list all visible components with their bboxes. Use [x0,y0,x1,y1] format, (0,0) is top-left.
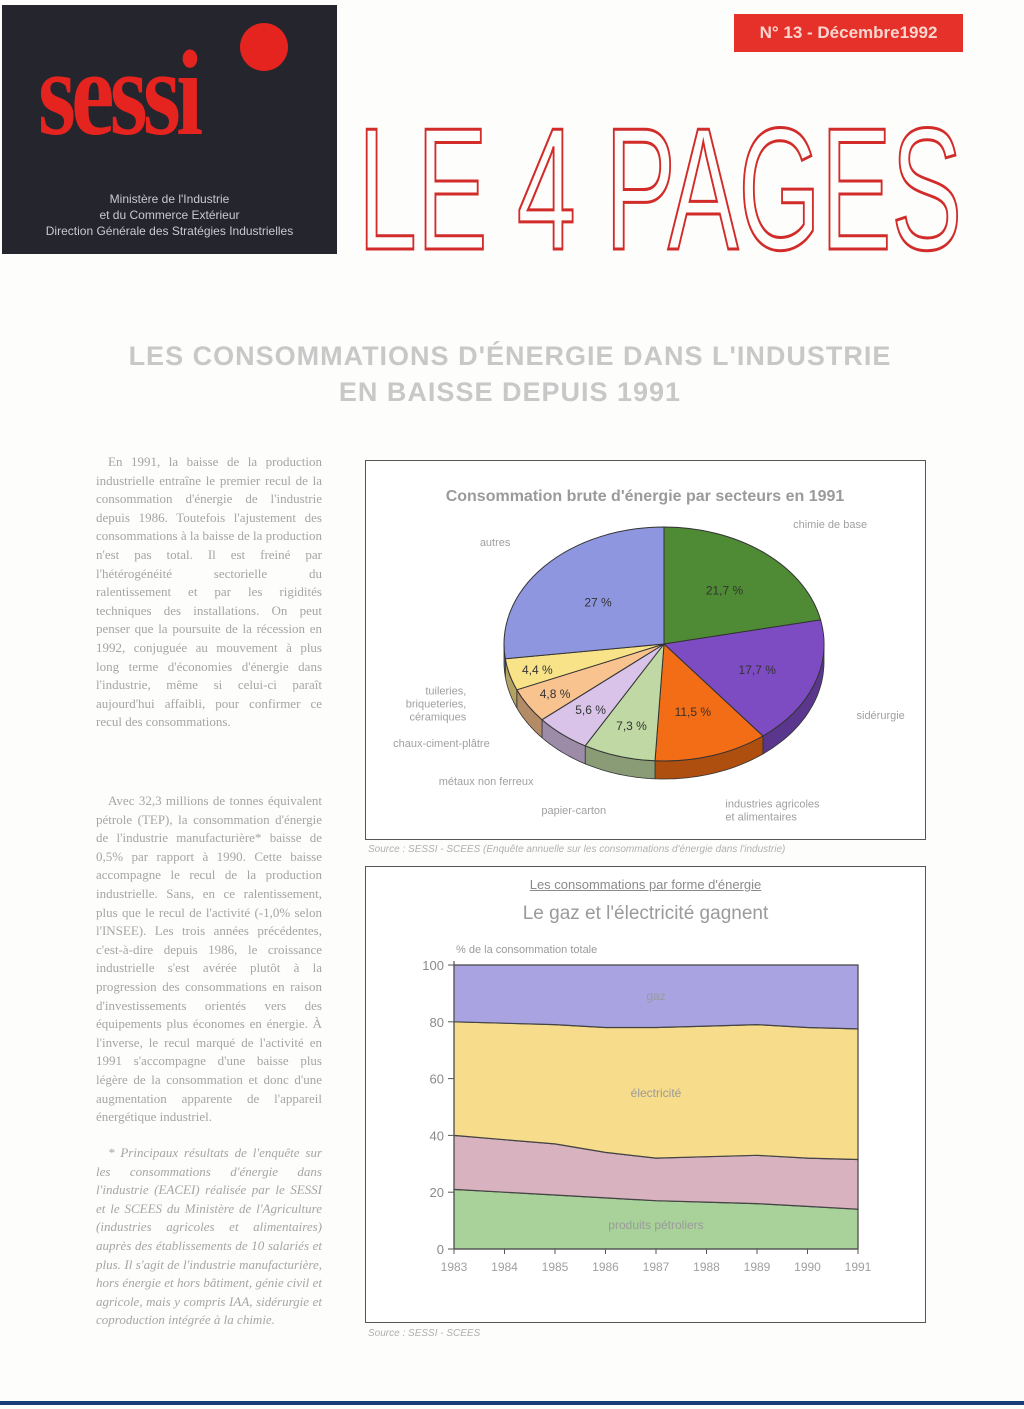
area-chart-source: Source : SESSI - SCEES [368,1328,481,1339]
pie-value-label: 5,6 % [575,702,606,717]
pie-category-label: chimie de base [793,519,868,532]
pie-value-label: 7,3 % [616,718,647,733]
publication-title [356,117,966,257]
area-series-label: gaz [646,989,666,1004]
footnote: * Principaux résultats de l'enquête sur les consommations d'énergie dans l'industrie (EACEI) réalisée par le SESSI et le SCEES du Ministère de l'Agriculture (industries agricoles et alimentaires) auprès des établissements de 10 salariés et plus. Il s'agit de l'industrie manufacturière, hors énergie et hors bâtiment, génie civil et agricole, mais y compris IAA, sidérurgie et coproduction intégrée à la chimie. [96,1145,322,1328]
pie-value-label: 21,7 % [705,583,744,598]
area-chart-frame [365,866,926,1323]
area-series-label: électricité [630,1085,682,1100]
pie-chart-source: Source : SESSI - SCEES (Enquête annuelle sur les consommations d'énergie dans l'industrie) [368,844,786,855]
pie-slice [504,527,664,659]
pie-value-label: 17,7 % [738,662,776,677]
headline-line: LES CONSOMMATIONS D'ÉNERGIE DANS L'INDUSTRIE [128,341,892,371]
headline [60,338,960,410]
logo-wordmark: sessi [38,26,199,161]
x-tick-label: 1984 [491,1260,518,1274]
intro-paragraph: En 1991, la baisse de la production industrielle entraîne le premier recul de la consommation d'énergie de l'industrie depuis 1986. Toutefois l'ajustement des consommations à la baisse de la production n'est pas total. Il est freiné par l'hétérogénéité sectorielle du ralentissement et par les rigidités techniques des installations. On peut penser que la poursuite de la récession en 1992, conjuguée au mouvement à plus long terme d'économies d'énergie dans l'industrie, même si celui-ci paraît aujourd'hui affaibli, pour confirmer ce recul des consommations. [96,454,323,730]
bottom-rule [0,1401,1024,1405]
pie-chart-frame [365,460,926,840]
y-tick-label: 20 [429,1185,444,1201]
area-chart-title: Le gaz et l'électricité gagnent [522,903,769,924]
pie-category-label: tuileries, briqueteries, céramiques [405,685,467,724]
ministry-line: Direction Générale des Stratégies Industrielles [45,224,294,238]
pie-value-label: 27 % [584,595,612,610]
area-chart [366,867,925,1322]
y-tick-label: 80 [429,1014,444,1030]
pie-category-label: papier-carton [541,805,607,818]
x-tick-label: 1983 [440,1260,468,1274]
pie-value-label: 11,5 % [674,705,712,719]
sessi-logo [2,5,337,254]
y-tick-label: 40 [429,1128,444,1144]
x-tick-label: 1986 [592,1260,619,1274]
pie-chart-title: Consommation brute d'énergie par secteurs en 1991 [445,488,845,505]
ministry-line: et du Commerce Extérieur [99,208,240,222]
ministry-line: Ministère de l'Industrie [109,192,230,206]
area-chart-subtitle: Les consommations par forme d'énergie [529,877,762,892]
y-tick-label: 60 [429,1071,444,1087]
ministry-lines [2,191,337,239]
pie-category-label: autres [479,536,511,549]
issue-badge: N° 13 - Décembre1992 [734,14,963,52]
pie-category-label: chaux-ciment-plâtre [393,738,490,751]
headline-line: EN BAISSE DEPUIS 1991 [338,377,682,407]
x-tick-label: 1989 [743,1260,771,1274]
y-tick-label: 0 [436,1242,444,1257]
area-series-label: produits pétroliers [608,1217,704,1232]
x-tick-label: 1987 [642,1260,670,1274]
title-text: LE 4 PAGES [358,117,962,257]
logo-dot [240,23,288,71]
y-axis-label: % de la consommation totale [456,944,598,956]
x-tick-label: 1990 [794,1260,821,1274]
pie-chart [366,461,925,839]
x-tick-label: 1985 [541,1260,569,1274]
pie-category-label: industries agricoles et alimentaires [725,798,820,824]
y-tick-label: 100 [422,958,444,973]
pie-value-label: 4,4 % [521,663,553,677]
pie-value-label: 4,8 % [539,687,571,702]
x-tick-label: 1991 [844,1260,872,1274]
body-paragraph: Avec 32,3 millions de tonnes équivalent pétrole (TEP), la consommation d'énergie de l'industrie manufacturière* baisse de 0,5% par rapport à 1990. Cette baisse accompagne le recul de la production industrielle. Sans, en ce ralentissement, plus que le recul de l'activité (-1,0% selon l'INSEE). Les trois années précédentes, c'est-à-dire depuis 1986, le croissance industrielle s'est avérée plutôt à la progression des consommations en raison d'investissements orientés vers des équipements plus économes en énergie. À l'inverse, le recul marqué de l'activité en 1991 s'accompagne d'une baisse plus légère de la consommation et donc d'une augmentation apparente de l'appareil énergétique industriel. [96,793,322,1125]
pie-category-label: sidérurgie [856,709,905,722]
x-tick-label: 1988 [693,1260,720,1274]
pie-category-label: métaux non ferreux [438,776,534,788]
